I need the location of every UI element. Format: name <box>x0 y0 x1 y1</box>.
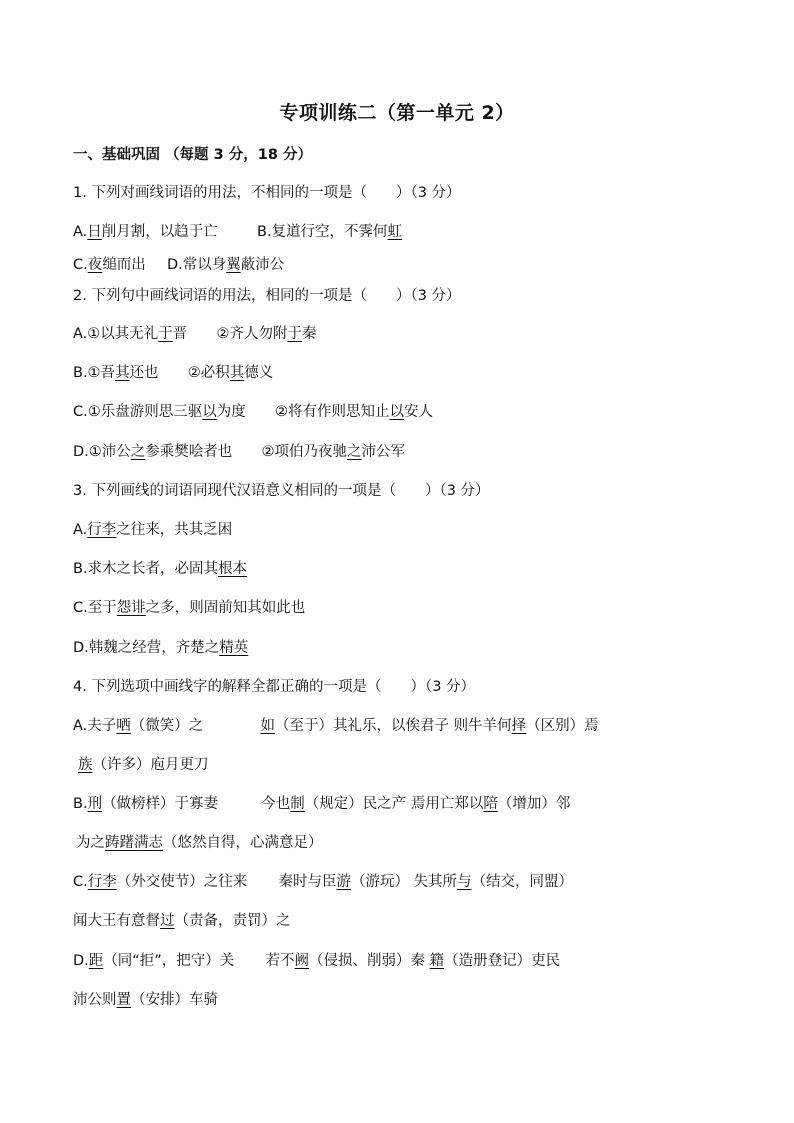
underlined-word: 夜 <box>87 257 103 273</box>
option-d: D.常以身翼蔽沛公 <box>166 257 285 273</box>
question-4-option-b-line2: 为之踌躇满志（悠然自得，心满意足） <box>76 835 323 851</box>
question-4-option-d-line1: D.距（同“拒”，把守）关 若不阙（侵损、削弱）秦 籍（造册登记）吏民 <box>73 953 561 969</box>
question-3-option-d: D.韩魏之经营，齐楚之精英 <box>73 640 249 656</box>
question-3-option-a: A.行李之往来，共其乏困 <box>73 522 233 538</box>
question-3-stem: 3. 下列画线的词语同现代汉语意义相同的一项是（ ）（3 分） <box>73 483 490 499</box>
question-2-option-b: B.①吾其还也 ②必积其德义 <box>73 365 274 381</box>
question-3-option-c: C.至于怨诽之多，则固前知其如此也 <box>73 600 306 616</box>
question-2-option-a: A.①以其无礼于晋 ②齐人勿附于秦 <box>73 326 317 342</box>
option-b: B.复道行空，不霁何虹 <box>257 224 403 240</box>
question-4-option-d-line2: 沛公则置（安排）车骑 <box>73 992 218 1008</box>
question-4-option-a-line2: 族（许多）庖月更刀 <box>78 757 209 773</box>
underlined-word: 日 <box>87 224 102 240</box>
question-2-stem: 2. 下列句中画线词语的用法，相同的一项是（ ）（3 分） <box>73 288 461 304</box>
question-4-option-c-line2: 闻大王有意督过（责备，责罚）之 <box>73 913 291 929</box>
question-2-option-c: C.①乐盘游则思三驱以为度 ②将有作则思知止以安人 <box>73 404 433 420</box>
question-4-option-b-line1: B.刑（做榜样）于寡妻 今也制（规定）民之产 焉用亡郑以陪（增加）邻 <box>73 796 571 812</box>
option-c: C.夜缒而出 <box>73 257 146 273</box>
question-3-option-b: B.求木之长者，必固其根本 <box>73 561 248 577</box>
underlined-word: 虹 <box>387 224 403 240</box>
question-4-option-c-line1: C.行李（外交使节）之往来 秦时与臣游（游玩） 失其所与（结交，同盟） <box>73 874 574 890</box>
question-4-option-a-line1: A.夫子哂（微笑）之 如（至于）其礼乐，以俟君子 则牛羊何择（区别）焉 <box>73 718 599 734</box>
option-a: A.日削月割，以趋于亡 <box>73 224 218 240</box>
underlined-word: 翼 <box>226 257 241 273</box>
question-2-option-d: D.①沛公之参乘樊哙者也 ②项伯乃夜驰之沛公军 <box>73 444 405 460</box>
page-title: 专项训练二（第一单元 2） <box>279 102 515 124</box>
question-1-options-ab <box>73 222 402 242</box>
question-1-stem: 1. 下列对画线词语的用法，不相同的一项是（ ）（3 分） <box>73 185 461 201</box>
question-4-stem: 4. 下列选项中画线字的解释全都正确的一项是（ ）（3 分） <box>73 679 476 695</box>
question-1-options-cd <box>73 255 284 275</box>
section-heading: 一、基础巩固 （每题 3 分，18 分） <box>73 147 312 163</box>
